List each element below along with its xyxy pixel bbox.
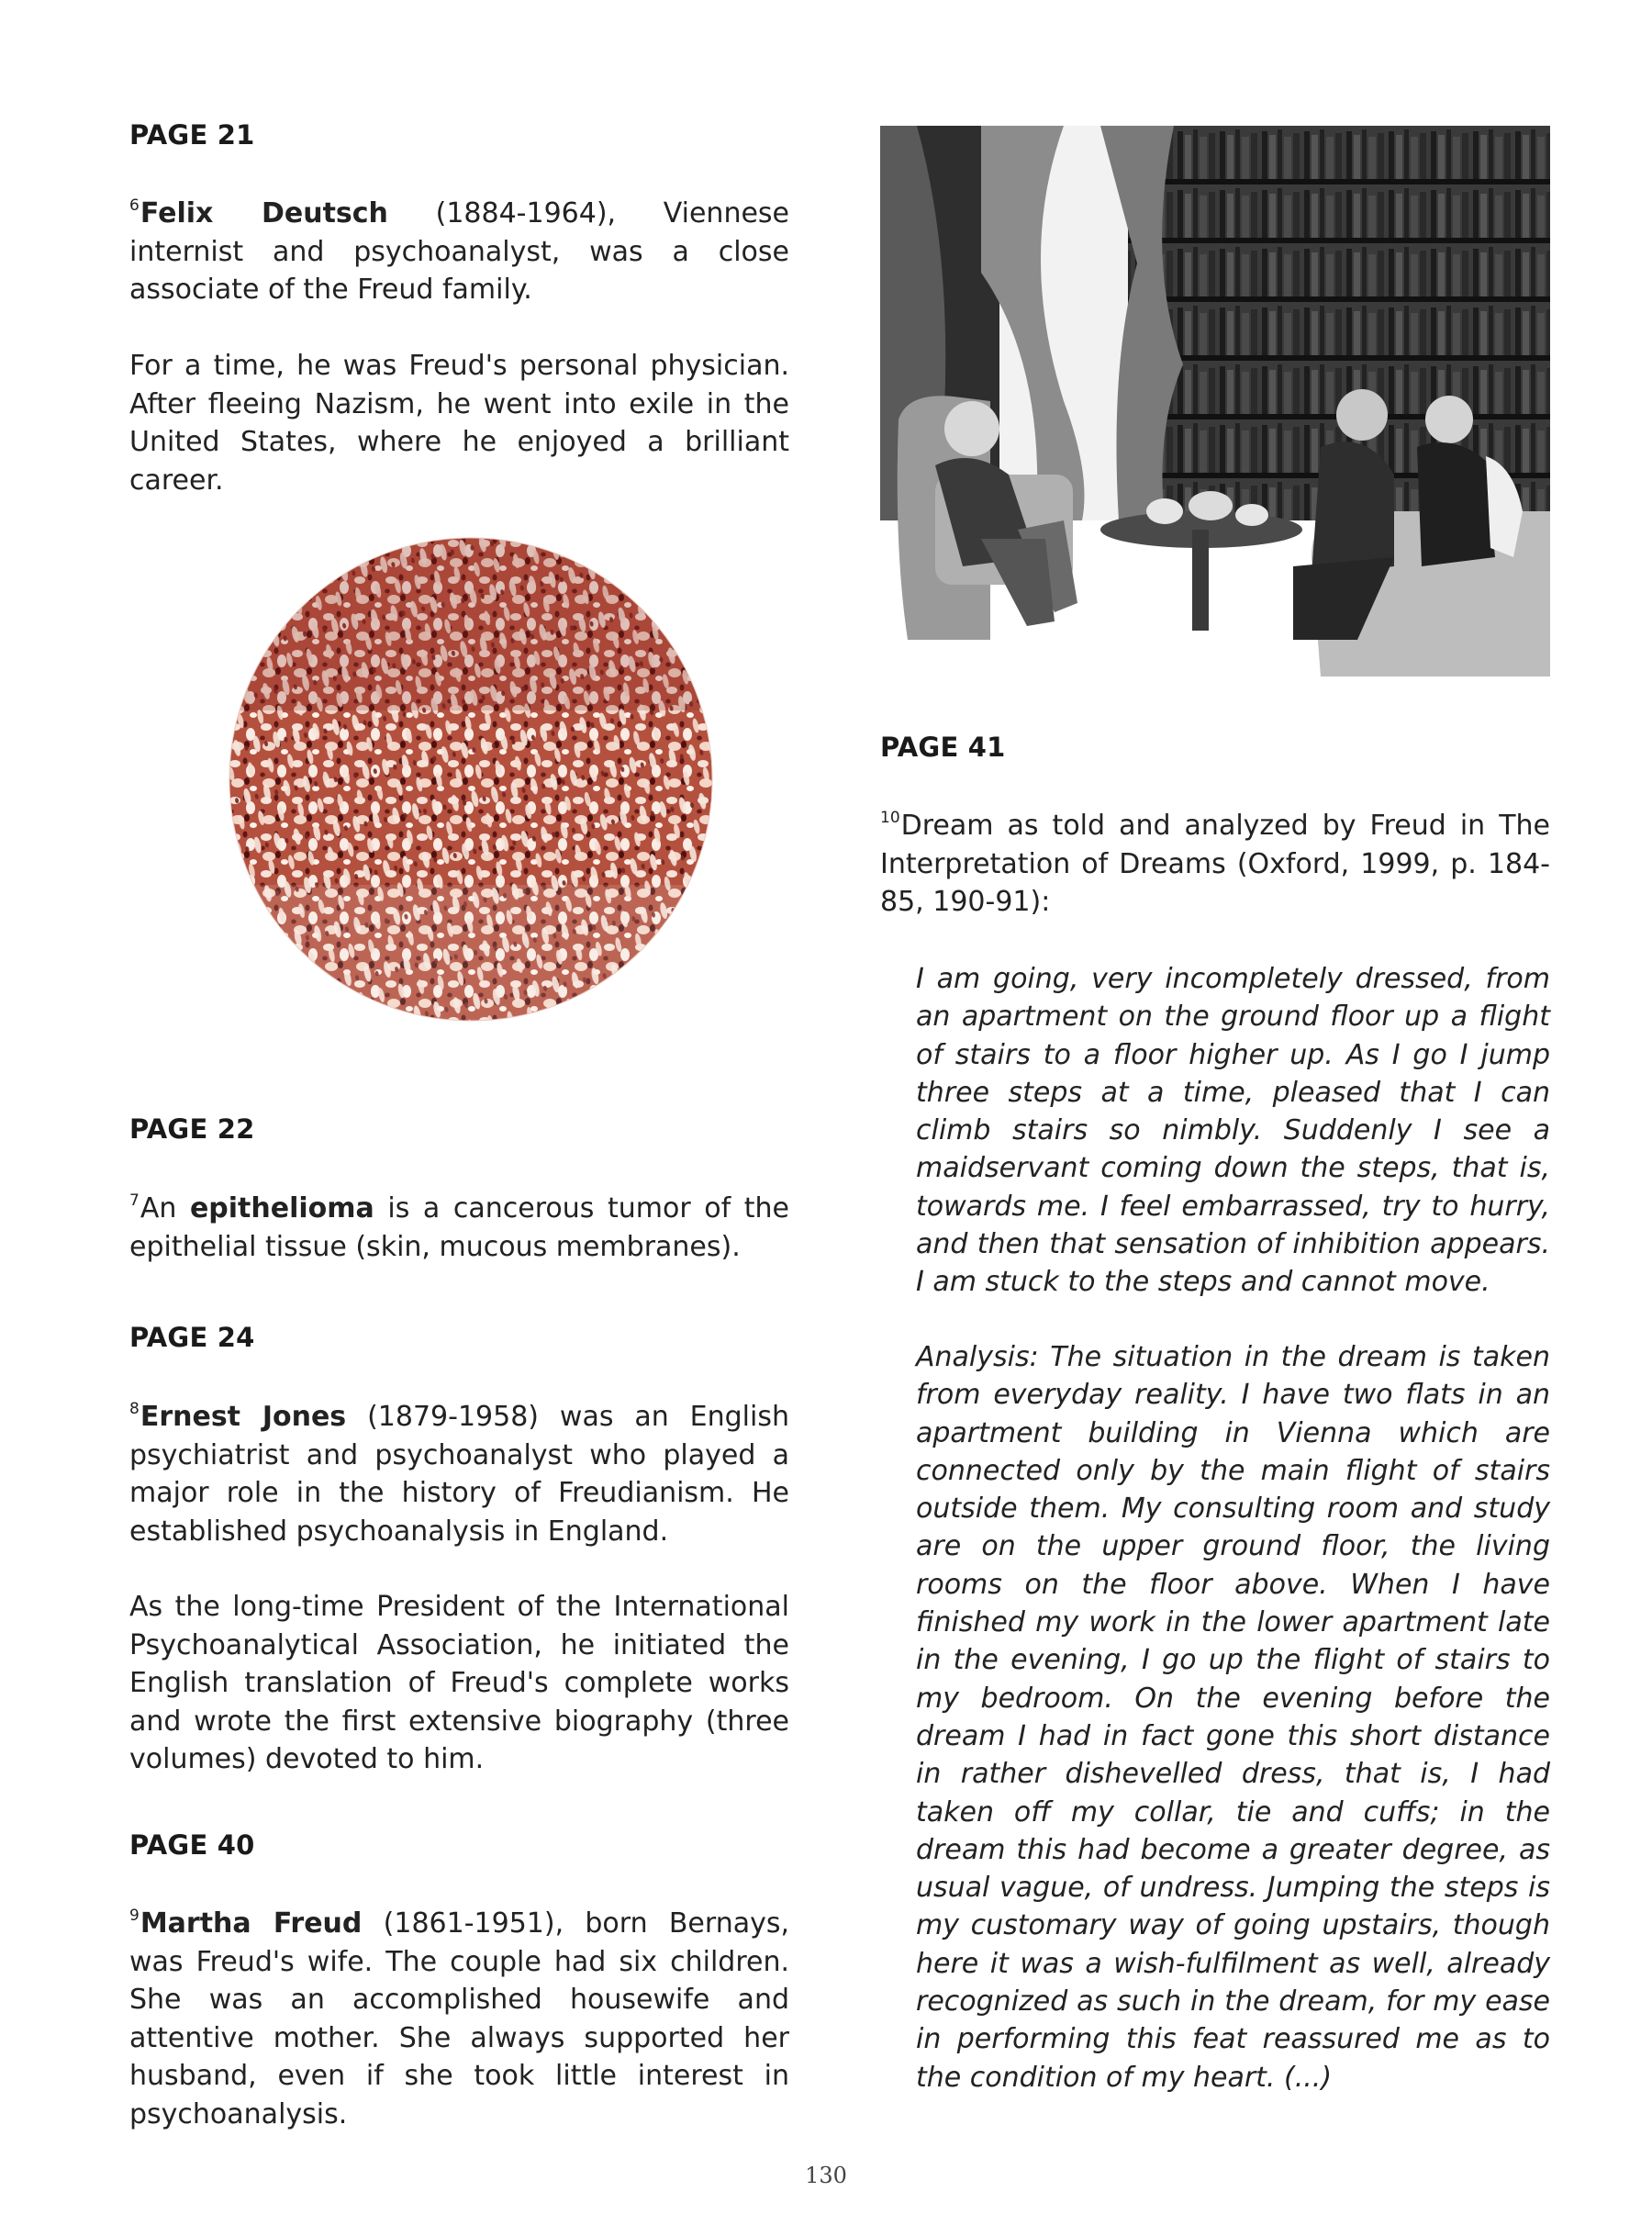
note-8-continuation: As the long-time President of the International Psychoanalytical Association, he initiated the English translation of Freud's complete works and wrote the first extensive biography (three volumes) devoted to him. [129,1591,789,1775]
note-term: Ernest Jones [140,1401,347,1433]
note-text: is a cancerous tumor of the epithelial tissue (skin, mucous membranes). [129,1192,789,1263]
heading-page-21: PAGE 21 [129,119,255,151]
page-number: 130 [805,2163,847,2188]
note-term: Felix Deutsch [140,197,388,229]
note-6-felix-deutsch [129,195,789,309]
note-8-ernest-jones [129,1398,789,1550]
note-10-dream [880,807,1550,922]
freud-salon-illustration [880,126,1550,699]
note-text: Dream as told and analyzed by Freud in The Interpretation of Dreams (Oxford, 1999, p. 184-85, 190-91): [880,810,1550,918]
heading-page-24: PAGE 24 [129,1322,255,1353]
note-term: epithelioma [189,1192,374,1224]
heading-page-41: PAGE 41 [880,732,1006,763]
note-text: (1884-1964), Viennese internist and psychoanalyst, was a close associate of the Freud family. [129,197,789,306]
note-number: 7 [129,1191,140,1210]
note-number: 8 [129,1400,140,1418]
note-prefix: An [140,1192,190,1224]
note-number: 9 [129,1906,140,1925]
dream-analysis-quote: Analysis: The situation in the dream is taken from everyday reality. I have two flats in an apartment building in Vienna which are connected only by the main flight of stairs outside them. My consulting room and study are on the upper ground floor, the living rooms on the floor above. When I have finished my work in the lower apartment late in the evening, I go up the flight of stairs to my bedroom. On the evening before the dream I had in fact gone this short distance in rather dishevelled dress, that is, I had taken off my collar, tie and cuffs; in the dream this had become a greater degree, as usual vague, of undress. Jumping the steps is my customary way of going upstairs, though here it was a wish-fulfilment as well, already recognized as such in the dream, for my ease in performing this feat reassured me as to the condition of my heart. (...) [916,1341,1550,2094]
heading-page-22: PAGE 22 [129,1113,255,1145]
note-text: (1879-1958) was an English psychiatrist and psychoanalyst who played a major role in the history of Freudianism. He established psychoanalysis in England. [129,1401,789,1548]
note-9-martha-freud [129,1905,789,2133]
epithelioma-illustration [228,536,714,1023]
dream-quote: I am going, very incompletely dressed, from an apartment on the ground floor up a flight of stairs to a floor higher up. As I go I jump three steps at a time, pleased that I can climb stairs so nimbly. Suddenly I see a maidservant coming down the steps, that is, towards me. I feel embarrassed, try to hurry, and then that sensation of inhibition appears. I am stuck to the steps and cannot move. [916,963,1550,1299]
note-text: (1861-1951), born Bernays, was Freud's wife. The couple had six children. She was an accomplished housewife and attentive mother. She always supported her husband, even if she took little interest in psychoanalysis. [129,1907,790,2130]
note-term: Martha Freud [140,1907,363,1940]
note-7-epithelioma [129,1190,789,1266]
note-number: 10 [880,809,900,827]
note-number: 6 [129,196,140,215]
heading-page-40: PAGE 40 [129,1829,255,1861]
note-6-continuation: For a time, he was Freud's personal physician. After fleeing Nazism, he went into exile in the United States, where he enjoyed a brilliant career. [129,350,789,497]
